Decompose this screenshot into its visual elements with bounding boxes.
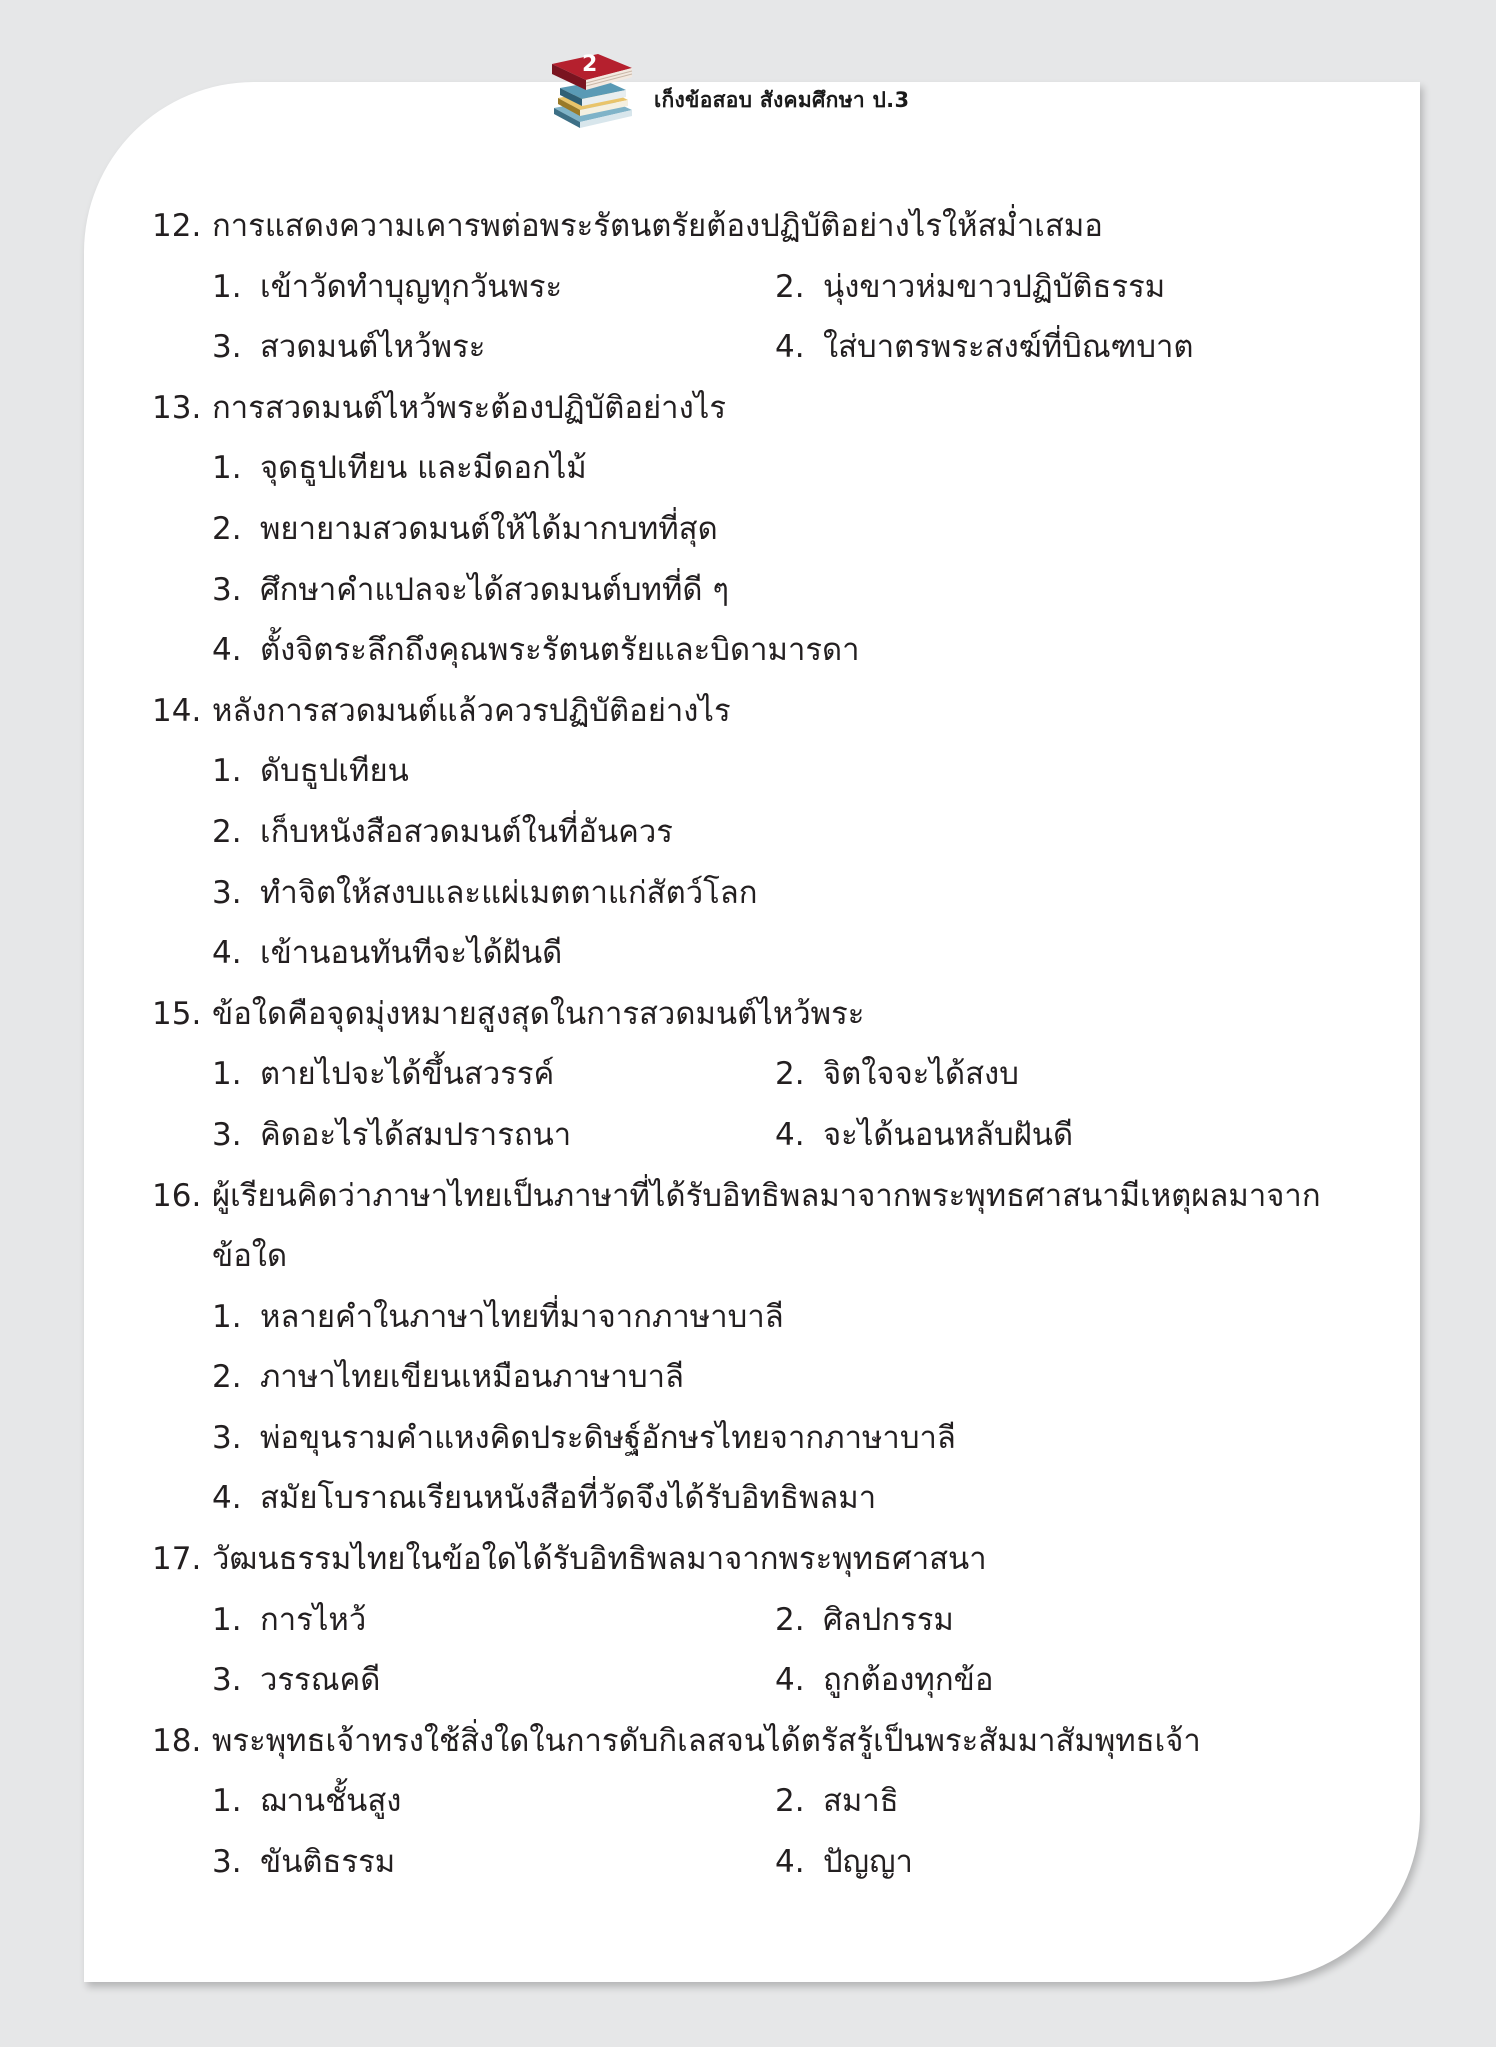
choice-row [152, 1832, 1372, 1893]
choice-row [152, 802, 1372, 863]
choice-row [152, 499, 1372, 560]
question-text: การสวดมนต์ไหว้พระต้องปฏิบัติอย่างไร [212, 389, 726, 426]
choice-3: 3. ศึกษาคำแปลจะได้สวดมนต์บทที่ดี ๆ [212, 571, 730, 608]
choice-row [152, 1590, 1372, 1651]
question-16 [152, 1166, 1372, 1227]
question-text-continued: ข้อใด [212, 1238, 288, 1275]
choice-row [152, 923, 1372, 984]
choice-1: 1. ฌานชั้นสูง [212, 1783, 402, 1820]
choice-row [152, 1468, 1372, 1529]
question-text: หลังการสวดมนต์แล้วควรปฏิบัติอย่างไร [212, 692, 731, 729]
choice-row [152, 620, 1372, 681]
question-text: ผู้เรียนคิดว่าภาษาไทยเป็นภาษาที่ได้รับอิทธิพลมาจากพระพุทธศาสนามีเหตุผลมาจาก [212, 1177, 1321, 1214]
page-header [540, 46, 909, 136]
choice-3: 3. คิดอะไรได้สมปรารถนา [212, 1116, 572, 1153]
choice-2: 2. ภาษาไทยเขียนเหมือนภาษาบาลี [212, 1359, 685, 1396]
choice-2: 2. สมาธิ [775, 1783, 899, 1820]
question-12 [152, 196, 1372, 257]
choice-1: 1. จุดธูปเทียน และมีดอกไม้ [212, 450, 587, 487]
book-stack-icon [540, 46, 640, 136]
question-number: 14. [152, 692, 202, 729]
choice-row [152, 1347, 1372, 1408]
choice-row [152, 438, 1372, 499]
choice-4: 4. ตั้งจิตระลึกถึงคุณพระรัตนตรัยและบิดามารดา [212, 632, 860, 669]
question-text: ข้อใดคือจุดมุ่งหมายสูงสุดในการสวดมนต์ไหว้พระ [212, 995, 865, 1032]
choice-row [152, 1771, 1372, 1832]
question-13 [152, 378, 1372, 439]
question-number: 16. [152, 1177, 202, 1214]
choice-3: 3. ทำจิตให้สงบและแผ่เมตตาแก่สัตว์โลก [212, 874, 758, 911]
choice-3: 3. วรรณคดี [212, 1662, 381, 1699]
question-number: 18. [152, 1722, 202, 1759]
question-text: การแสดงความเคารพต่อพระรัตนตรัยต้องปฏิบัติอย่างไรให้สม่ำเสมอ [212, 208, 1103, 244]
choice-row [152, 1287, 1372, 1348]
logo-number: 2 [582, 52, 598, 77]
choice-4: 4. ใส่บาตรพระสงฆ์ที่บิณฑบาต [775, 329, 1194, 366]
choice-1: 1. ดับธูปเทียน [212, 753, 409, 790]
choice-2: 2. นุ่งขาวห่มขาวปฏิบัติธรรม [775, 268, 1166, 305]
choice-1: 1. หลายคำในภาษาไทยที่มาจากภาษาบาลี [212, 1298, 784, 1335]
choice-row [152, 1105, 1372, 1166]
choice-row [152, 741, 1372, 802]
choice-row [152, 1650, 1372, 1711]
choice-row [152, 560, 1372, 621]
question-number: 17. [152, 1541, 202, 1578]
choice-4: 4. ปัญญา [775, 1844, 913, 1881]
choice-row [152, 257, 1372, 318]
choice-1: 1. การไหว้ [212, 1601, 367, 1638]
choice-2: 2. พยายามสวดมนต์ให้ได้มากบทที่สุด [212, 510, 718, 547]
choice-4: 4. ถูกต้องทุกข้อ [775, 1662, 994, 1699]
choice-row [152, 1408, 1372, 1469]
choice-2: 2. ศิลปกรรม [775, 1601, 954, 1638]
choice-4: 4. จะได้นอนหลับฝันดี [775, 1116, 1074, 1153]
choice-2: 2. เก็บหนังสือสวดมนต์ในที่อันควร [212, 813, 673, 850]
choice-3: 3. สวดมนต์ไหว้พระ [212, 329, 486, 366]
question-text: พระพุทธเจ้าทรงใช้สิ่งใดในการดับกิเลสจนได้ตรัสรู้เป็นพระสัมมาสัมพุทธเจ้า [212, 1722, 1201, 1759]
choice-4: 4. สมัยโบราณเรียนหนังสือที่วัดจึงได้รับอิทธิพลมา [212, 1480, 877, 1517]
choice-row [152, 863, 1372, 924]
header-title: เก็งข้อสอบ สังคมศึกษา ป.3 [654, 87, 910, 112]
choice-1: 1. ตายไปจะได้ขึ้นสวรรค์ [212, 1056, 555, 1093]
choice-4: 4. เข้านอนทันทีจะได้ฝันดี [212, 935, 563, 972]
question-18 [152, 1711, 1372, 1772]
choice-row [152, 1044, 1372, 1105]
question-number: 15. [152, 995, 202, 1032]
question-14 [152, 681, 1372, 742]
question-number: 13. [152, 389, 202, 426]
question-15 [152, 984, 1372, 1045]
choice-2: 2. จิตใจจะได้สงบ [775, 1056, 1019, 1093]
choice-1: 1. เข้าวัดทำบุญทุกวันพระ [212, 268, 563, 305]
choice-3: 3. พ่อขุนรามคำแหงคิดประดิษฐ์อักษรไทยจากภาษาบาลี [212, 1419, 956, 1456]
choice-row [152, 317, 1372, 378]
question-text: วัฒนธรรมไทยในข้อใดได้รับอิทธิพลมาจากพระพุทธศาสนา [212, 1541, 987, 1578]
choice-3: 3. ขันติธรรม [212, 1844, 396, 1881]
question-list [152, 196, 1372, 1893]
question-number: 12. [152, 208, 202, 244]
question-17 [152, 1529, 1372, 1590]
